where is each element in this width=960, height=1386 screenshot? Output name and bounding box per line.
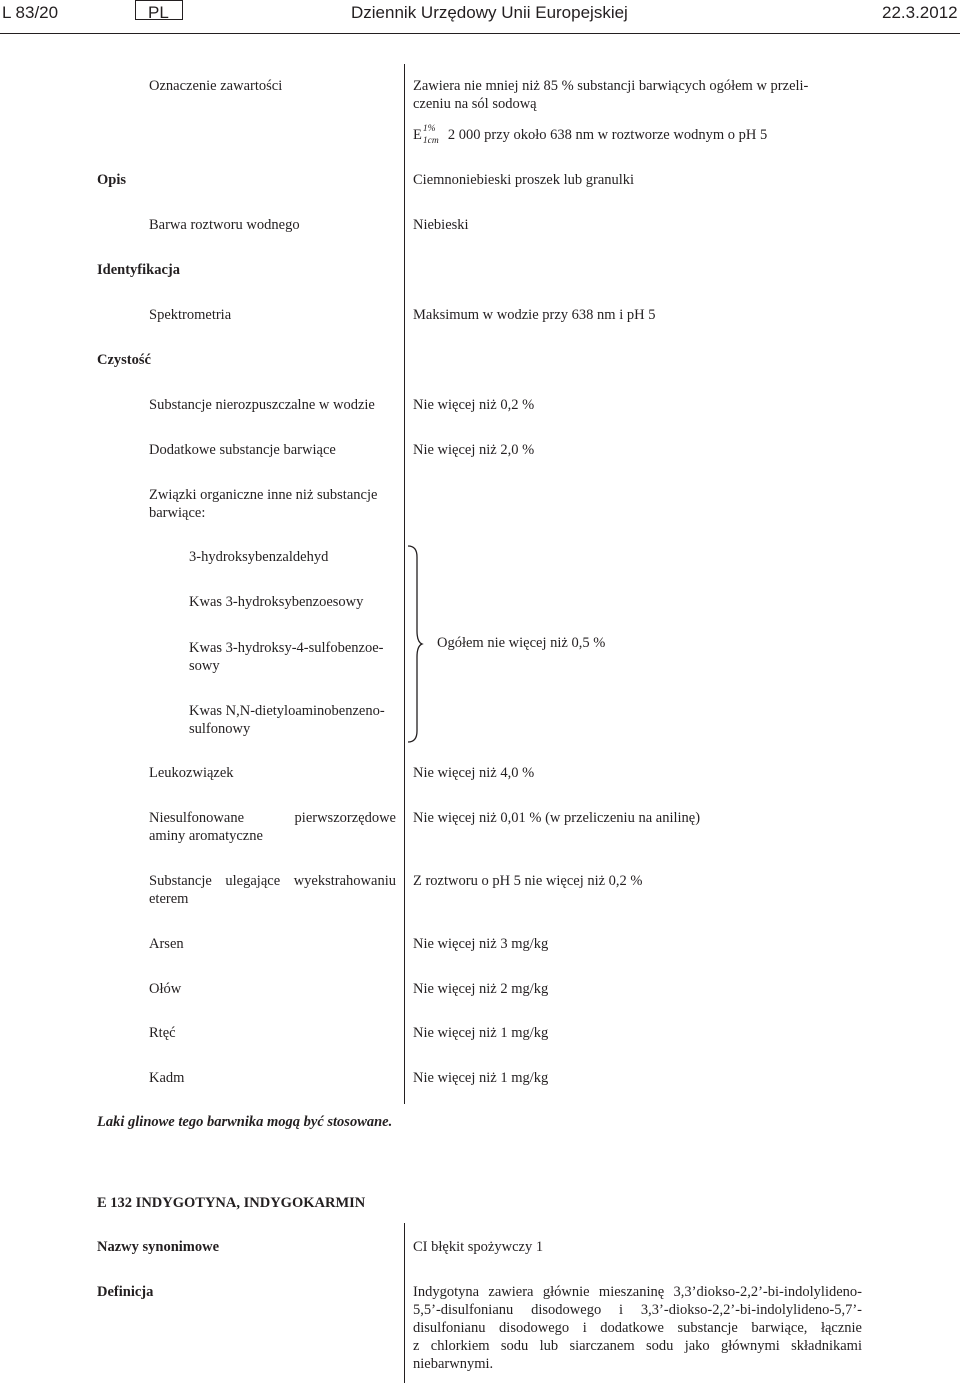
mercury-label: Rtęć xyxy=(149,1025,176,1041)
definition-label: Definicja xyxy=(97,1284,154,1300)
subsidiary-colours-label: Dodatkowe substancje barwiące xyxy=(149,442,336,458)
lead-value: Nie więcej niż 2 mg/kg xyxy=(413,981,549,997)
header-rule xyxy=(0,33,960,34)
lead-label: Ołów xyxy=(149,981,182,997)
definition-line: niebarwnymi. xyxy=(413,1356,494,1372)
insoluble-label: Substancje nierozpuszczalne w wodzie xyxy=(149,397,375,413)
arsenic-value: Nie więcej niż 3 mg/kg xyxy=(413,936,549,952)
e-superscript: 1% xyxy=(422,124,436,134)
organic-item: Kwas 3-hydroksybenzoesowy xyxy=(189,594,364,610)
synonyms-label: Nazwy synonimowe xyxy=(97,1239,220,1255)
ether-label-line1: Substancje ulegające wyekstrahowaniu xyxy=(149,873,396,889)
organic-item: Kwas N,N-dietyloaminobenzeno- xyxy=(189,703,385,719)
mercury-value: Nie więcej niż 1 mg/kg xyxy=(413,1025,549,1041)
leuco-label: Leukozwiązek xyxy=(149,765,234,781)
description-value: Ciemnoniebieski proszek lub granulki xyxy=(413,172,635,188)
definition-line: 5,5’-disulfonianu disodowego i 3,3’-diokso-2,2’-bi-indolylideno-5,7’- xyxy=(413,1302,862,1318)
assay-value-line2: czeniu na sól sodową xyxy=(413,96,537,112)
e-subscript: 1cm xyxy=(422,136,439,146)
extinction-coefficient xyxy=(413,126,767,144)
spectrometry-label: Spektrometria xyxy=(149,307,232,323)
synonyms-value: CI błękit spożywczy 1 xyxy=(413,1239,544,1255)
e-symbol: E xyxy=(413,127,422,143)
organic-item: 3-hydroksybenzaldehyd xyxy=(189,549,329,565)
assay-label: Oznaczenie zawartości xyxy=(149,78,283,94)
language-code: PL xyxy=(148,3,169,22)
organic-item-continuation: sulfonowy xyxy=(189,721,251,737)
right-curly-brace xyxy=(406,545,424,743)
section-title: E 132 INDYGOTYNA, INDYGOKARMIN xyxy=(97,1195,366,1211)
organic-compounds-label-line2: barwiące: xyxy=(149,505,206,521)
amines-value: Nie więcej niż 0,01 % (w przeliczeniu na anilinę) xyxy=(413,810,701,826)
insoluble-value: Nie więcej niż 0,2 % xyxy=(413,397,535,413)
ether-label-line2: eterem xyxy=(149,891,189,907)
aluminium-lakes-note: Laki glinowe tego barwnika mogą być stosowane. xyxy=(97,1114,393,1130)
solution-colour-label: Barwa roztworu wodnego xyxy=(149,217,300,233)
description-label: Opis xyxy=(97,172,127,188)
organic-total-value: Ogółem nie więcej niż 0,5 % xyxy=(437,635,606,651)
solution-colour-value: Niebieski xyxy=(413,217,469,233)
column-divider-e132 xyxy=(404,1223,405,1383)
publication-date: 22.3.2012 xyxy=(882,3,958,22)
spectrometry-value: Maksimum w wodzie przy 638 nm i pH 5 xyxy=(413,307,656,323)
organic-compounds-label-line1: Związki organiczne inne niż substancje xyxy=(149,487,378,503)
e-value: 2 000 przy około 638 nm w roztworze wodnym o pH 5 xyxy=(447,127,768,143)
organic-item-continuation: sowy xyxy=(189,658,220,674)
definition-line: disulfonianu disodowego i dodatkowe substancje barwiące, łącznie xyxy=(413,1320,862,1336)
ether-value: Z roztworu o pH 5 nie więcej niż 0,2 % xyxy=(413,873,643,889)
definition-line: z chlorkiem sodu lub siarczanem sodu jako głównymi składnikami xyxy=(413,1338,862,1354)
purity-label: Czystość xyxy=(97,352,151,368)
leuco-value: Nie więcej niż 4,0 % xyxy=(413,765,535,781)
assay-value-line1: Zawiera nie mniej niż 85 % substancji barwiących ogółem w przeli- xyxy=(413,78,809,94)
arsenic-label: Arsen xyxy=(149,936,184,952)
amines-label-line1: Niesulfonowane pierwszorzędowe xyxy=(149,810,396,826)
identification-label: Identyfikacja xyxy=(97,262,180,278)
column-divider xyxy=(404,64,405,1104)
amines-label-line2: aminy aromatyczne xyxy=(149,828,263,844)
cadmium-label: Kadm xyxy=(149,1070,185,1086)
cadmium-value: Nie więcej niż 1 mg/kg xyxy=(413,1070,549,1086)
organic-item: Kwas 3-hydroksy-4-sulfobenzoe- xyxy=(189,640,384,656)
journal-title: Dziennik Urzędowy Unii Europejskiej xyxy=(351,3,628,22)
subsidiary-colours-value: Nie więcej niż 2,0 % xyxy=(413,442,535,458)
definition-line: Indygotyna zawiera głównie mieszaninę 3,3’diokso-2,2’-bi-indolylideno- xyxy=(413,1284,862,1300)
page-reference: L 83/20 xyxy=(2,3,59,22)
